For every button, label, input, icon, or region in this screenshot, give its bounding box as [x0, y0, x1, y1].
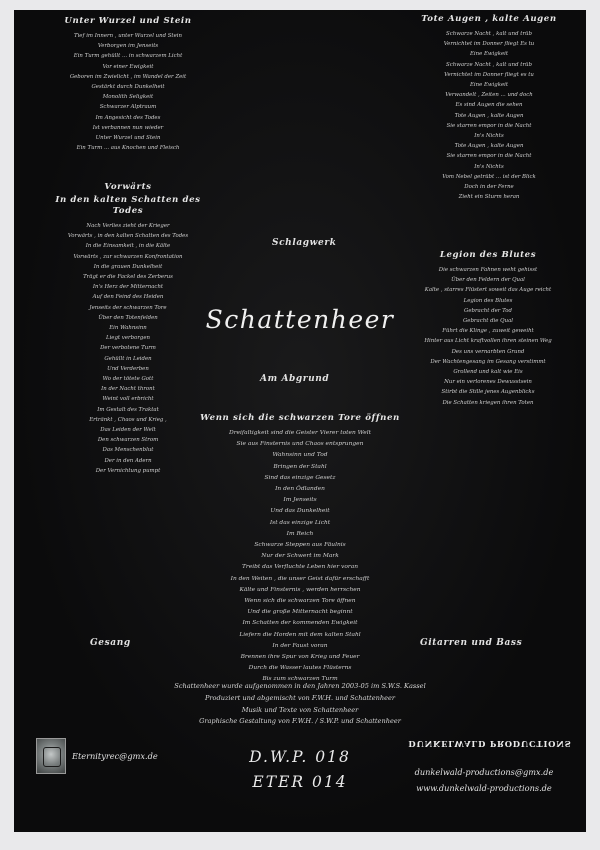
lyric-line: Der in den Adern [104, 457, 152, 464]
lyric-line: Die Schatten kriegen ihren Toten [442, 399, 534, 406]
lyric-line: Eine Ewigkeit [469, 82, 509, 89]
lyric-line: Den schwarzen Strom [97, 437, 159, 444]
member-label-gesang: Gesang [90, 638, 131, 648]
lyric-line: Schwarze Nacht , kalt und trüb [446, 31, 532, 37]
lyric-line: Führt die Klinge , zuweit geweiht [442, 328, 534, 335]
lyric-line: Im Jenseits [283, 497, 317, 504]
lyric-line: In der Faust voran [272, 642, 328, 649]
lyric-line: Und Verderben [107, 365, 149, 372]
lyric-line: Vorwärts , in den kalten Schatten des Todes [67, 233, 189, 240]
lyric-line: Brennen ihre Spur von Krieg und Feuer [240, 654, 360, 661]
credit-line: Graphische Gestaltung von F.W.H. / S.W.P. und Schattenheer [199, 717, 401, 726]
lyric-line: Der Vernichtung pumpt [95, 467, 161, 474]
lyric-line: Im Schatten der kommenden Ewigkeit [242, 620, 358, 627]
lyric-line: Liefern die Horden mit dem kalten Stahl [239, 631, 361, 638]
lyric-line: Das Leiden der Welt [100, 427, 156, 434]
lyric-line: In den Ödlanden [275, 486, 325, 493]
lyric-line: Sind das einzige Gesetz [264, 474, 336, 481]
lyric-line: Bringen der Stahl [273, 463, 327, 470]
lyric-line: Das Menschenblut [102, 447, 154, 454]
lyric-line: Gehüllt in Leiden [104, 355, 152, 362]
lyric-line: Sie aus Finsternis und Chaos entsprungen [236, 441, 364, 448]
song-title: Vorwärts [104, 182, 152, 192]
lyric-line: Verwandelt , Zeiten ... und doch [445, 92, 533, 99]
lyric-line: Trägt er die Fackel des Zerberus [83, 274, 173, 281]
lyric-line: Über den Feldern der Qual [451, 277, 525, 284]
catalog-number-eter: ETER 014 [252, 773, 348, 791]
lyric-line: Schwarze Nacht , kalt und trüb [446, 61, 532, 68]
song-title: Unter Wurzel und Stein [64, 16, 192, 26]
lyric-line: Ein Turm ... aus Knochen und Fleisch [76, 145, 180, 152]
lyric-line: Vernichtet im Donner fliegt Es tu [443, 41, 535, 48]
lyric-line: Im Gestalt des Traktat [97, 406, 159, 413]
song-title: Tote Augen , kalte Augen [421, 14, 557, 24]
lyric-line: Ein Wahnsinn [109, 325, 147, 332]
lyric-line: Sie starren empor in die Nacht [446, 122, 532, 129]
lyric-line: Im Angesicht des Todes [95, 114, 161, 121]
lyric-line: Legion des Blutes [463, 297, 513, 304]
lyric-line: Ertränkt , Chaos und Krieg , [89, 416, 167, 423]
lyric-line: Die schwarzen Fahnen weht gehisst [438, 267, 538, 273]
member-label-gitarren-bass: Gitarren und Bass [420, 638, 523, 648]
song-tote-augen [400, 14, 578, 202]
credits [14, 681, 586, 728]
contact-website: www.dunkelwald-productions.de [416, 783, 552, 793]
lyric-line: In die Einsamkeit , in die Kälte [85, 243, 171, 250]
band-name: Schattenheer [205, 305, 395, 334]
lyric-line: Tote Augen , kalte Augen [454, 143, 524, 150]
lyric-line: Nur ein verlorenes Dewusstsein [444, 379, 532, 386]
lyric-line: Der verbotene Turm [100, 345, 156, 352]
lyric-line: Des uns vernarbten Grund [451, 348, 525, 355]
lyric-line: Jenseits der schwarzen Tore [89, 304, 167, 311]
catalog-number-dwp: D.W.P. 018 [249, 748, 351, 766]
booklet-page [14, 10, 586, 832]
lyric-line: Stirbt die Stille jenes Augenblicks [441, 389, 535, 396]
lyric-line: Unter Wurzel und Stein [95, 135, 161, 142]
lyric-line: Nur der Schwert im Mark [261, 553, 339, 560]
lyric-line: Auf den Feind des Heiden [92, 294, 164, 301]
song-title: Wenn sich die schwarzen Tore öffnen [200, 413, 400, 423]
member-label-schlagwerk: Schlagwerk [272, 238, 337, 248]
lyric-line: In's Herz der Mitternacht [92, 284, 164, 291]
lyric-line: Tote Augen , kalte Augen [454, 112, 524, 119]
song-wenn-sich [197, 413, 403, 686]
lyric-line: Bis zum schwarzen Turm [262, 676, 338, 683]
lyric-line: Schwarze Steppen aus Fäulnis [254, 542, 346, 549]
lyric-line: Gebracht der Tod [464, 307, 512, 314]
song-label-am-abgrund: Am Abgrund [260, 374, 330, 384]
lyric-line: Eine Ewigkeit [469, 51, 509, 58]
lyric-line: Wahnsinn und Tod [272, 452, 328, 459]
lyric-line: In's Nichts [474, 133, 504, 140]
lyric-line: Weint voll erbricht [102, 396, 154, 403]
lyric-line: Wo der tötete Gott [102, 376, 154, 383]
lyric-line: Nach Verlies zieht der Krieger [86, 223, 170, 229]
credit-line: Produziert und abgemischt von F.W.H. und Schattenheer [204, 693, 396, 702]
lyric-line: Ist das einzige Licht [269, 519, 331, 526]
lyric-line: Liegt verborgen [105, 335, 151, 342]
lyric-line: In den Weiten , die unser Geist dafür erschafft [230, 575, 370, 582]
credit-line: Schattenheer wurde aufgenommen in den Jahren 2003-05 im S.W.S. Kassel [174, 682, 426, 690]
lyric-line: Geboren im Zwielicht , im Wandel der Zeit [69, 73, 187, 80]
lyric-line: Kälte und Finsternis , werden herrschen [239, 586, 361, 593]
lyric-line: Hinter aus Licht kraftvollen ihren steinen Weg [424, 338, 552, 345]
lyric-line: Vom Nebel getrübt ... ist der Blick [442, 173, 536, 180]
credit-line: Musik und Texte von Schattenheer [241, 705, 359, 714]
lyric-line: In's Nichts [474, 163, 504, 170]
song-title: Legion des Blutes [439, 250, 537, 260]
lyric-line: Über den Totenfelden [98, 314, 158, 321]
label-email: Eternityrec@gmx.de [72, 751, 158, 761]
lyric-line: Treibt das Verfluchte Leben hier voran [241, 564, 359, 571]
lyric-line: Ist verbannen nun wieder [92, 124, 164, 131]
lyric-line: In der Nacht thront [101, 386, 155, 393]
lyric-line: Und die große Mitternacht beginnt [247, 609, 353, 616]
song-unter-wurzel [48, 16, 208, 153]
lyric-line: In die grauen Dunkelheit [93, 263, 163, 270]
lyric-line: Monolith Seligkeit [102, 94, 154, 101]
lyric-line: Gebracht die Qual [462, 318, 514, 325]
contact-email: dunkelwald-productions@gmx.de [414, 767, 554, 777]
lyric-line: Wenn sich die schwarzen Tore öffnen [244, 598, 356, 605]
lyric-line: Schwarzer Alptraum [99, 104, 157, 111]
lyric-line: Im Reich [286, 530, 314, 537]
lyric-line: Vernichtet im Donner fliegt es tu [444, 71, 534, 78]
lyric-line: Kalte , starres Flüstert soweit das Auge reicht [424, 287, 552, 294]
lyric-line: Der Wachtengesang im Gesang verstimmt [430, 358, 546, 365]
lyric-line: Sie starren empor in die Nacht [446, 153, 532, 160]
lyric-line: Es sind Augen die sehen [455, 102, 523, 109]
lyric-line: Gestärkt durch Dunkelheit [91, 84, 165, 91]
lyric-line: Vorwärts , zur schwarzen Konfrontation [73, 253, 183, 260]
lyric-line: Grollend und kalt wie Eis [453, 369, 523, 376]
lyric-line: Doch in der Ferne [464, 184, 514, 191]
lyric-line: Vor einer Ewigkeit [102, 63, 154, 70]
dunkelwald-logo: DUNKELWALD PRODUCTIONS [408, 739, 572, 749]
lyric-line: Ein Turm gehüllt ... in schwarzem Licht [73, 53, 183, 60]
lyric-line: Und das Dunkelheit [270, 508, 330, 515]
song-subtitle: In den kalten Schatten des Todes [55, 195, 201, 216]
lyric-line: Durch die Wasser lautes Flüsterns [248, 665, 352, 672]
lyric-line: Verborgen im Jenseits [97, 43, 159, 50]
lyric-line: Zieht ein Sturm heran [458, 194, 520, 201]
lyric-line: Dreifaltigkeit sind die Geister Vierer toten Welt [229, 430, 371, 436]
lyric-line: Tief im Innern , unter Wurzel und Stein [73, 33, 182, 39]
